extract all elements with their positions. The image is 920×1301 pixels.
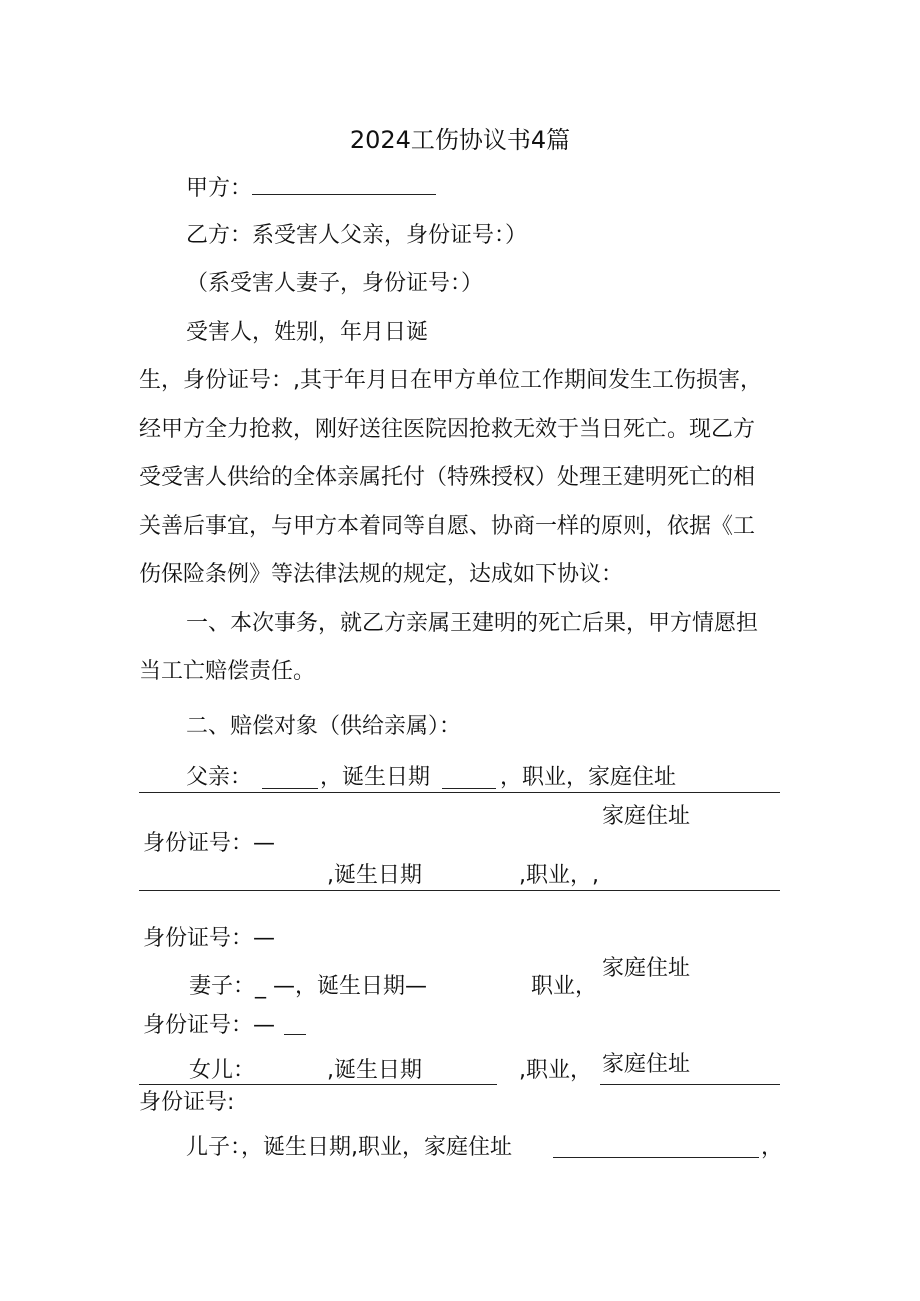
daughter-rule-right xyxy=(600,1084,780,1085)
party-b2-line: （系受害人妻子，身份证号：） xyxy=(186,271,484,296)
son-line-end: ， xyxy=(761,1135,784,1160)
row2-rule xyxy=(139,890,780,891)
father-job: ，职业，家庭住址 xyxy=(500,765,677,790)
daughter-birth: ,诞生日期 xyxy=(327,1058,422,1083)
son-line: 儿子：，诞生日期,职业，家庭住址 xyxy=(186,1135,512,1160)
para1-line-5: 伤保险条例》等法律法规的规定，达成如下协议： xyxy=(139,562,624,587)
clause2-heading: 二、赔偿对象（供给亲属）： xyxy=(186,714,462,739)
daughter-address: 家庭住址 xyxy=(602,1052,691,1077)
para1-line-2: 经甲方全力抢救，刚好送往医院因抢救无效于当日死亡。现乙方 xyxy=(139,417,756,442)
para1-line-4: 关善后事宜，与甲方本着同等自愿、协商一样的原则，依据《工 xyxy=(139,514,756,539)
daughter-rule-left xyxy=(139,1084,497,1085)
father-birth: ，诞生日期 xyxy=(320,765,431,790)
father-birth-blank xyxy=(442,788,496,789)
id-line-3: 身份证号：— xyxy=(143,1013,276,1038)
para1-line-3: 受受害人供给的全体亲属托付（特殊授权）处理王建明死亡的相 xyxy=(139,465,756,490)
father-name-blank xyxy=(262,788,318,789)
father-row-rule xyxy=(139,792,780,793)
wife-label: 妻子：_ —，诞生日期— xyxy=(189,974,427,999)
id-line-4: 身份证号: xyxy=(139,1090,235,1115)
father-label: 父亲： xyxy=(186,765,253,790)
son-address-blank xyxy=(553,1157,759,1158)
daughter-label: 女儿： xyxy=(189,1058,256,1083)
id-3-blank xyxy=(284,1034,306,1035)
party-b-line: 乙方：系受害人父亲，身份证号：） xyxy=(186,223,528,248)
victim-line: 受害人，姓别，年月日诞 xyxy=(186,320,429,345)
party-a-line xyxy=(186,172,436,204)
address-label-a: 家庭住址 xyxy=(602,804,691,829)
address-label-b: 家庭住址 xyxy=(602,956,691,981)
party-a-blank xyxy=(252,172,436,195)
row2-job: ,职业，, xyxy=(519,863,599,888)
clause1-line-2: 当工亡赔偿责任。 xyxy=(139,659,316,684)
id-line-1: 身份证号：— xyxy=(143,831,276,856)
row2-birth: ,诞生日期 xyxy=(327,863,422,888)
id-line-2: 身份证号：— xyxy=(143,926,276,951)
party-a-label: 甲方： xyxy=(186,176,253,201)
clause1-line-1: 一、本次事务，就乙方亲属王建明的死亡后果，甲方情愿担 xyxy=(186,611,759,636)
wife-job: 职业， xyxy=(531,974,598,999)
daughter-job: ,职业， xyxy=(519,1058,592,1083)
document-title: 2024工伤协议书4篇 xyxy=(349,126,571,154)
para1-line-1: 生，身份证号：,其于年月日在甲方单位工作期间发生工伤损害， xyxy=(139,368,762,393)
